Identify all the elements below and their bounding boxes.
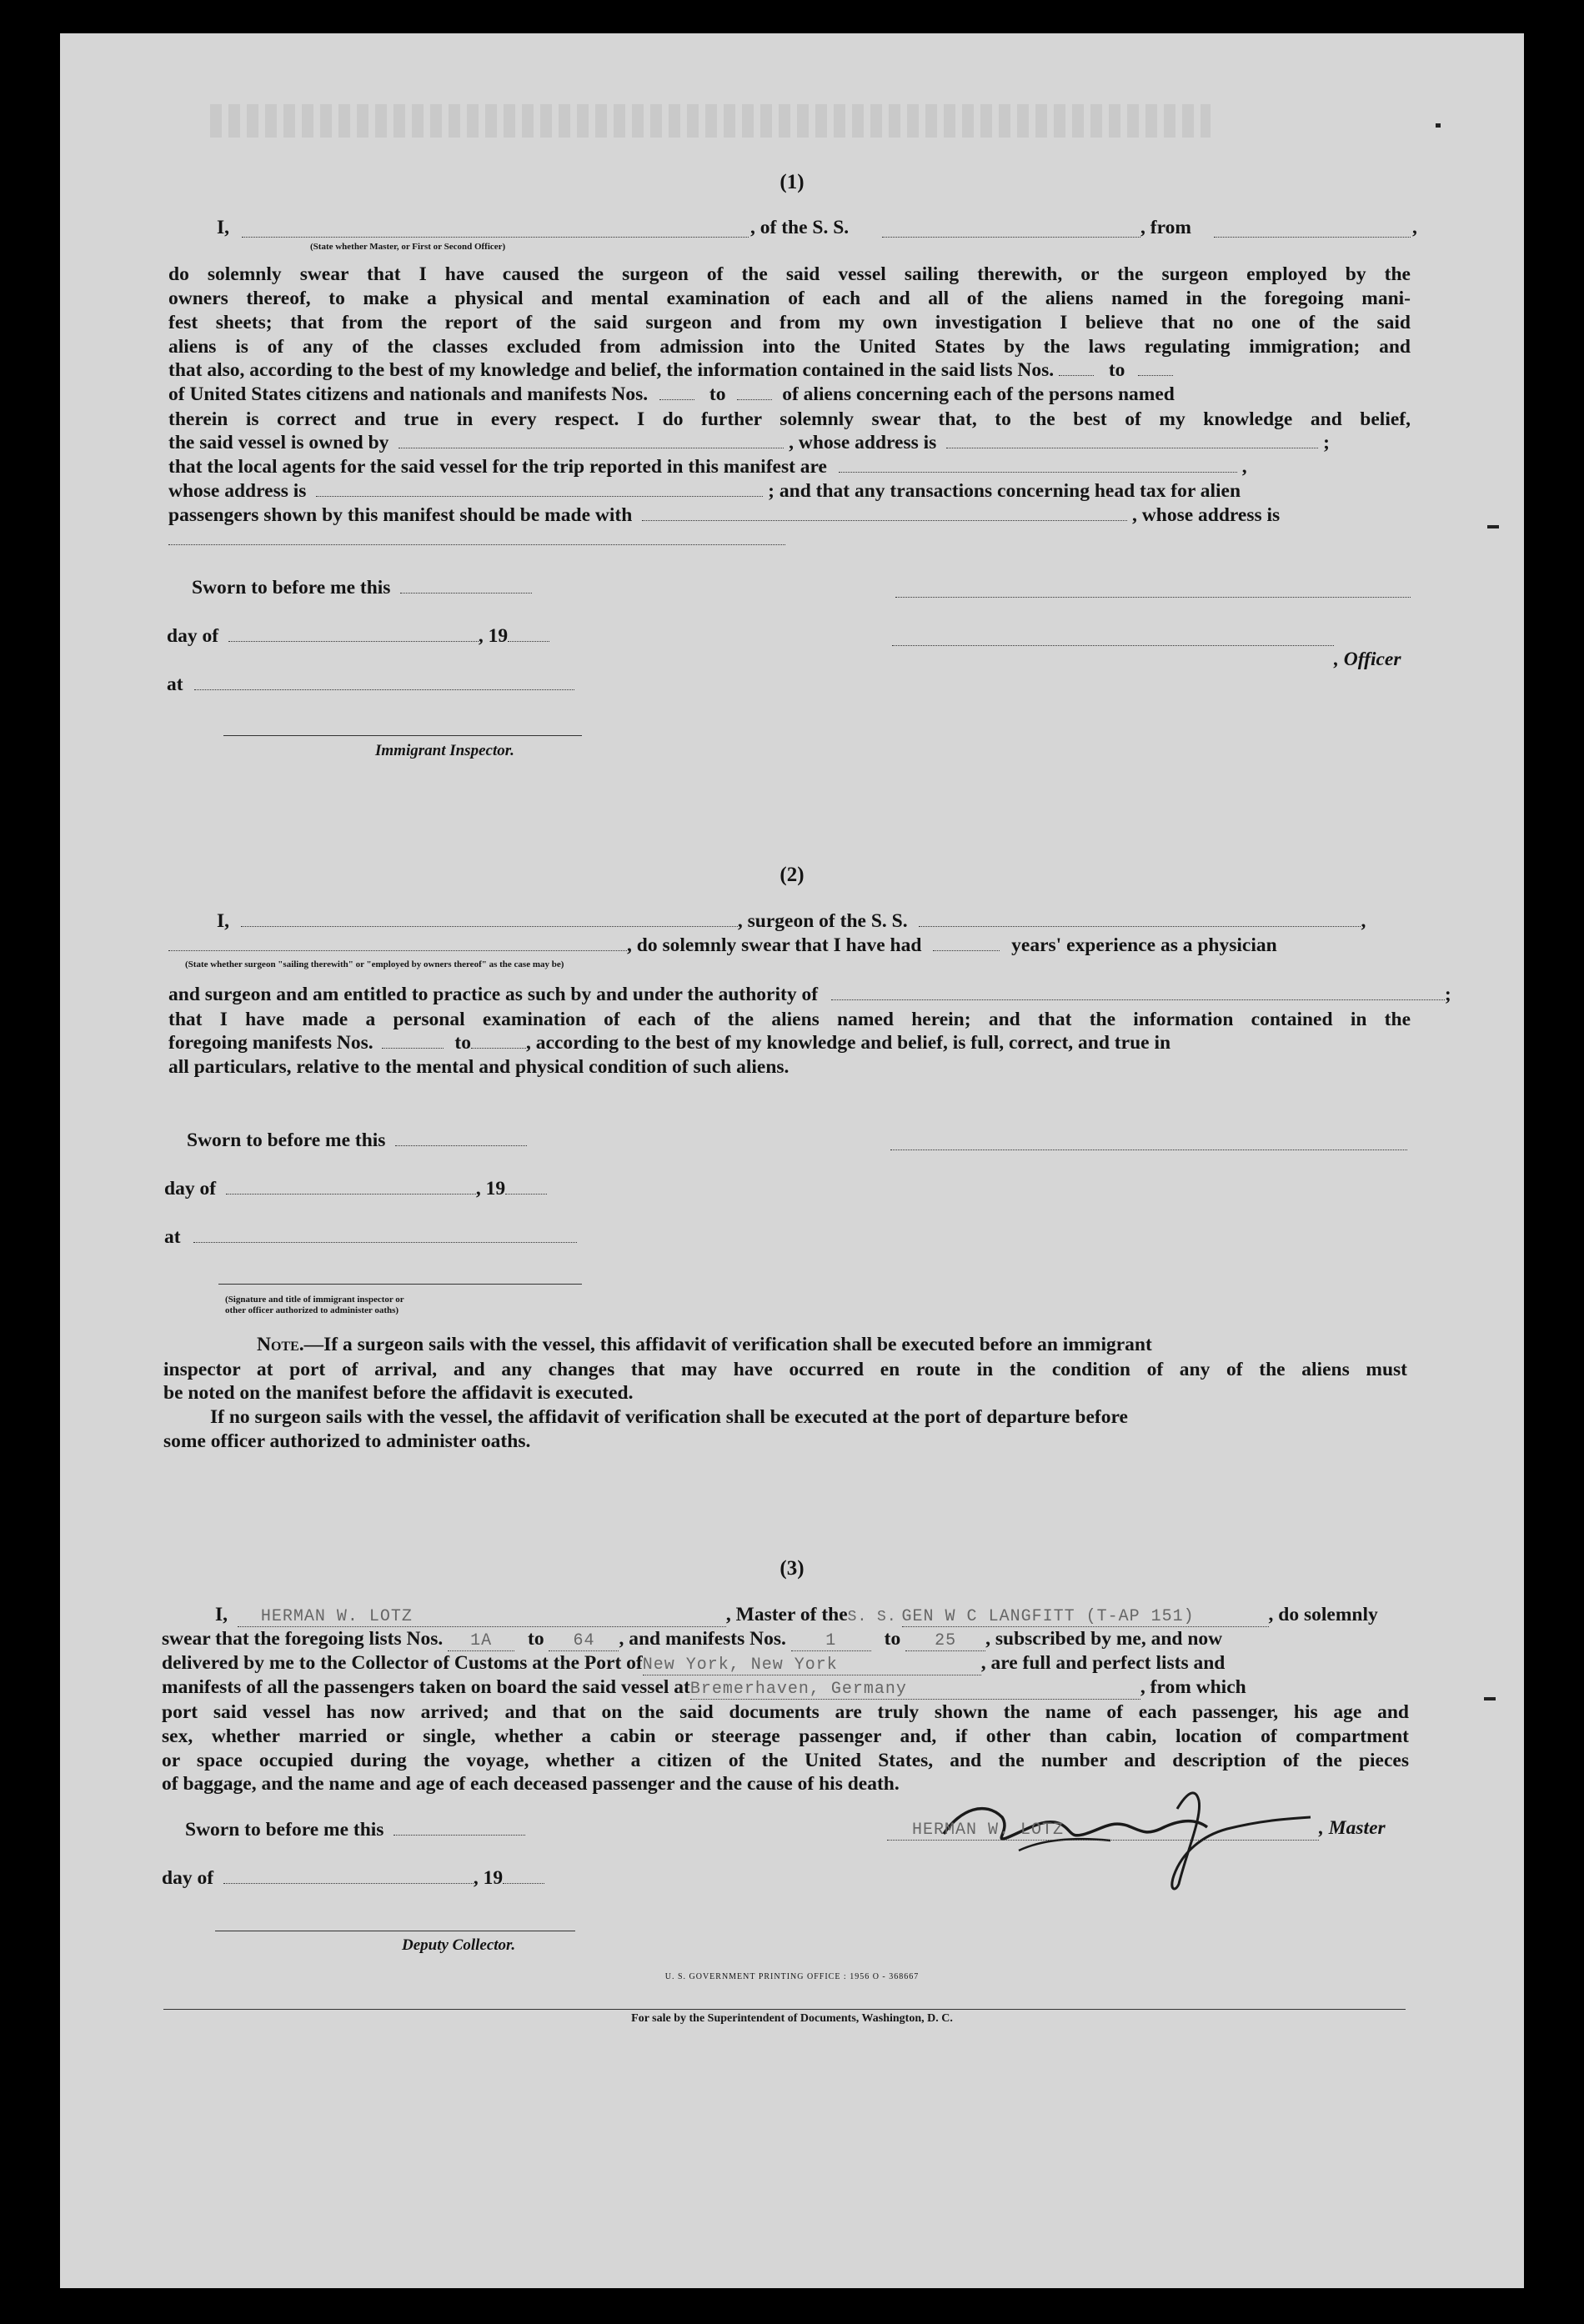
s2-inspector-line: [218, 1284, 582, 1285]
bleed-through: [210, 104, 1211, 138]
s2-note-line3: be noted on the manifest before the affidavit is executed.: [163, 1382, 634, 1404]
s3-sworn: Sworn to before me this: [185, 1819, 525, 1841]
manifest-from: 1: [825, 1631, 837, 1650]
s2-line1: I, , surgeon of the S. S. ,: [217, 910, 1366, 932]
s2-at: at: [164, 1226, 577, 1249]
s3-line7: or space occupied during the voyage, whether a citizen of the United States, and the number and description of the pieces: [162, 1750, 1409, 1771]
sale-notice: For sale by the Superintendent of Documents, Washington, D. C.: [631, 2012, 953, 2025]
s1-body-6: of United States citizens and nationals and manifests Nos. to of aliens concerning each of the persons named: [168, 383, 1175, 405]
s1-body-9: that the local agents for the said vessel for the trip reported in this manifest are ,: [168, 456, 1247, 478]
s2-line4: that I have made a personal examination of each of the aliens named herein; and that the information contained in the: [168, 1009, 1411, 1030]
s1-officer-label: , Officer: [1334, 649, 1401, 670]
s1-ss-label: , of the S. S.: [750, 217, 850, 238]
s2-line6: all particulars, relative to the mental and physical condition of such aliens.: [168, 1056, 789, 1078]
s3-line6: sex, whether married or single, whether a cabin or steerage passenger and, if other than cabin, location of compartment: [162, 1725, 1409, 1747]
s1-officer-line: [892, 645, 1334, 646]
list-from: 1A: [470, 1631, 493, 1650]
s1-from-comma: ,: [1412, 217, 1417, 238]
s1-body-1: do solemnly swear that I have caused the surgeon of the said vessel sailing therewith, or the surgeon employed by the: [168, 263, 1411, 285]
vessel-name: GEN W C LANGFITT (T-AP 151): [901, 1607, 1195, 1626]
s2-line3: and surgeon and am entitled to practice as such by and under the authority of ;: [168, 984, 1451, 1005]
s2-line5: foregoing manifests Nos. to , according to the best of my knowledge and belief, is full, correct, and true in: [168, 1032, 1171, 1054]
s1-ss-blank: [882, 237, 1140, 238]
s1-body-5: that also, according to the best of my knowledge and belief, the information contained in the said lists Nos. to: [168, 359, 1173, 382]
s1-body-7: therein is correct and true in every respect. I do further solemnly swear that, to the best of my knowledge and belief,: [168, 408, 1411, 430]
s1-i-label: I,: [217, 217, 230, 238]
s1-body-11: passengers shown by this manifest should be made with , whose address is: [168, 504, 1281, 526]
s1-extra-blank: [168, 544, 785, 545]
s1-officer-note: (State whether Master, or First or Second Officer): [310, 242, 506, 252]
port-of-arrival: New York, New York: [642, 1655, 838, 1675]
s3-line4: manifests of all the passengers taken on board the said vessel atBremerhaven, Germany , from which: [162, 1676, 1246, 1699]
s2-line2: , do solemnly swear that I have had years' experience as a physician: [168, 934, 1277, 957]
s1-sworn: Sworn to before me this: [192, 577, 532, 599]
s1-inspector-line: [223, 735, 582, 736]
s3-collector-label: Deputy Collector.: [402, 1936, 516, 1954]
scan-speck: [1487, 525, 1499, 528]
s1-inspector-label: Immigrant Inspector.: [375, 742, 514, 759]
s1-day: day of , 19: [167, 625, 549, 648]
s2-sworn: Sworn to before me this: [187, 1129, 527, 1152]
s2-note-line2: inspector at port of arrival, and any changes that may have occurred en route in the condition of any of the aliens must: [163, 1359, 1407, 1380]
s3-line2: swear that the foregoing lists Nos. 1A to 64 , and manifests Nos. 1 to 25 , subscribed by me, and now: [162, 1628, 1223, 1650]
s1-body-3: fest sheets; that from the report of the said surgeon and from my own investigation I believe that no one of the said: [168, 312, 1411, 333]
s1-body-8: the said vessel is owned by , whose address is ;: [168, 432, 1330, 453]
s2-note-line5: some officer authorized to administer oaths.: [163, 1430, 531, 1452]
s1-from-blank: [1214, 237, 1411, 238]
s3-line5: port said vessel has now arrived; and that on the said documents are truly shown the name of each passenger, his age and: [162, 1701, 1409, 1723]
s2-sig-line: [890, 1149, 1407, 1150]
footer-rule: [163, 2009, 1406, 2010]
s1-line1: [217, 217, 229, 239]
section-1-heading: (1): [779, 171, 805, 193]
printing-office-line: U. S. GOVERNMENT PRINTING OFFICE : 1956 O - 368667: [664, 1972, 920, 1981]
s1-body-10: whose address is ; and that any transactions concerning head tax for alien: [168, 480, 1241, 502]
s3-line8: of baggage, and the name and age of each deceased passenger and the cause of his death.: [162, 1773, 900, 1795]
manifest-back-page: [60, 33, 1524, 2288]
s1-officer-blank: [242, 237, 749, 238]
s1-officer-sig-line: [895, 597, 1411, 598]
s2-day: day of , 19: [164, 1178, 547, 1200]
s2-inspector-note: (Signature and title of immigrant inspector or other officer authorized to administer oaths): [225, 1295, 404, 1315]
s2-note-line1: Note.—If a surgeon sails with the vessel, this affidavit of verification shall be executed before an immigrant: [257, 1334, 1152, 1355]
s1-body-4: aliens is of any of the classes excluded from admission into the United States by the laws regulating immigration; and: [168, 336, 1411, 358]
master-name: HERMAN W. LOTZ: [260, 1607, 413, 1626]
s1-from-label: , from: [1140, 217, 1191, 238]
scan-speck: [1484, 1697, 1496, 1700]
s2-surgeon-note: (State whether surgeon "sailing therewith" or "employed by owners thereof" as the case may be): [185, 959, 564, 969]
list-to: 64: [573, 1631, 595, 1650]
port-of-departure: Bremerhaven, Germany: [689, 1680, 907, 1699]
s2-note-line4: If no surgeon sails with the vessel, the affidavit of verification shall be executed at the port of departure before: [210, 1406, 1128, 1428]
s1-body-2: owners thereof, to make a physical and mental examination of each and all of the aliens named in the foregoing mani-: [168, 288, 1411, 309]
section-2-heading: (2): [779, 864, 805, 886]
s3-line1: I, HERMAN W. LOTZ , Master of theS. S. GEN W C LANGFITT (T-AP 151) , do solemnly: [215, 1604, 1378, 1626]
s1-at: at: [167, 674, 574, 696]
s3-line3: delivered by me to the Collector of Customs at the Port ofNew York, New York , are full and perfect lists and: [162, 1652, 1226, 1675]
master-typed-name: HERMAN W. LOTZ: [912, 1821, 1065, 1840]
s3-day: day of , 19: [162, 1867, 544, 1890]
scan-speck: [1436, 123, 1441, 128]
section-3-heading: (3): [779, 1557, 805, 1580]
manifest-to: 25: [935, 1631, 957, 1650]
s3-master-sig: HERMAN W. LOTZ , Master: [887, 1817, 1386, 1841]
